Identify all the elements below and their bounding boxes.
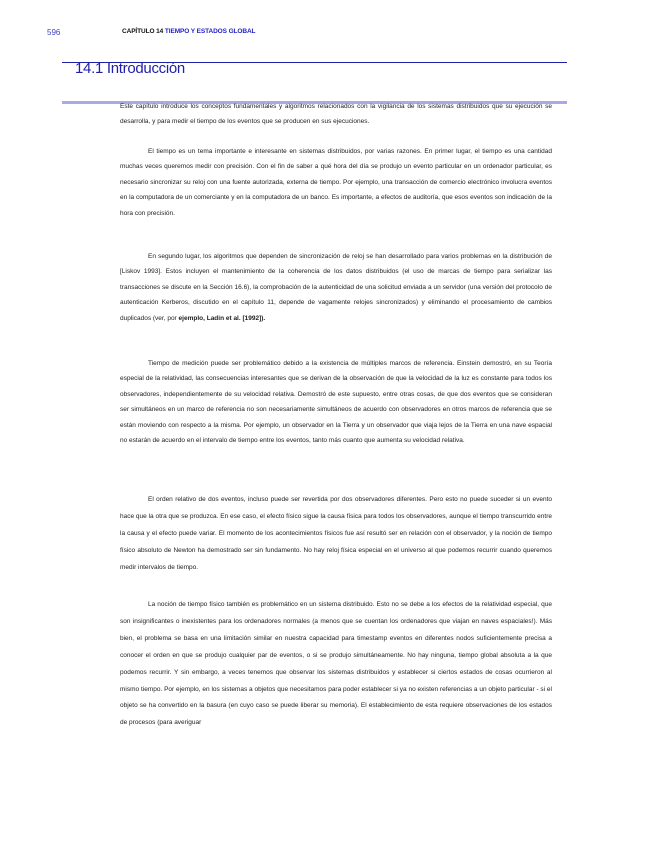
paragraph-time-importance: El tiempo es un tema importante e interesante en sistemas distribuidos, por varias razones. En primer lugar, el tiempo es una cantidad muchas veces queremos medir con precisión. Con el fin de saber a qué hora del día se produjo un evento particular en un ordenador particular, es necesario sincronizar su reloj con una fuente autorizada, externa de tiempo. Por ejemplo, una transacción de comercio electrónico involucra eventos en la computadora de un comerciante y en la computadora de un banco. Es importante, a efectos de auditoría, que esos eventos son indicación de la hora con precisión.: [120, 148, 552, 217]
paragraph-clock-sync: [120, 249, 552, 326]
chapter-title: TIEMPO Y ESTADOS GLOBAL: [164, 28, 256, 35]
paragraph-intro: Este capítulo introduce los conceptos fundamentales y algoritmos relacionados con la vigilancia de los sistemas distribuidos que su ejecución se desarrolla, y para medir el tiempo de los eventos que se producen en sus ejecuciones.: [120, 103, 552, 126]
paragraph-clock-sync-citation: ejemplo, Ladin et al. [1992]).: [178, 314, 266, 322]
page-number: 596: [47, 28, 61, 37]
paragraph-distributed-time: La noción de tiempo físico también es problemático en un sistema distribuido. Esto no se debe a los efectos de la relatividad especial, que son insignificantes o inexistentes para los ordenadores normales (a menos que se cuentan los ordenadores que viajan en naves espaciales!). Más bien, el problema se basa en una limitación similar en nuestra capacidad para timestamp eventos en diferentes nodos suficientemente precisa a conocer el orden en que se produjo cualquier par de eventos, o si se produjo simultáneamente. No hay ninguna, tiempo global absoluta a la que podemos recurrir. Y sin embargo, a veces tenemos que observar los sistemas distribuidos y establecer si ciertos estados de cosas ocurrieron al mismo tiempo. Por ejemplo, en los sistemas a objetos que necesitamos para poder establecer si ya no existen referencias a un objeto particular - si el objeto se ha convertido en la basura (en cuyo caso se puede liberar su memoria). El establecimiento de esta requiere observaciones de los estados de procesos (para averiguar: [120, 601, 552, 727]
chapter-label: CAPÍTULO 14: [122, 28, 164, 35]
section-title: 14.1 Introducción: [75, 60, 185, 77]
running-head: [122, 28, 255, 35]
paragraph-event-order: El orden relativo de dos eventos, incluso puede ser revertida por dos observadores diferentes. Pero esto no puede suceder si un evento hace que la otra que se produzca. En ese caso, el efecto físico sigue la causa física para todos los observadores, aunque el tiempo transcurrido entre la causa y el efecto puede variar. El momento de los acontecimientos físicos fue así resultó ser en relación con el observador, y la noción de tiempo físico absoluto de Newton ha demostrado ser sin fundamento. No hay reloj física especial en el universo al que podemos recurrir cuando queremos medir intervalos de tiempo.: [120, 496, 552, 571]
paragraph-clock-sync-text: En segundo lugar, los algoritmos que dependen de sincronización de reloj se han desarrollado para varios problemas en la distribución de [Liskov 1993]. Estos incluyen el mantenimiento de la coherencia de los datos distribuidos (el uso de marcas de tiempo para serializar las transacciones se discute en la Sección 16.6), la comprobación de la autenticidad de una solicitud enviada a un servidor (una versión del protocolo de autenticación Kerberos, discutido en el capítulo 11, depende de vagamente relojes sincronizados) y eliminando el procesamiento de cambios duplicados (ver, por: [120, 253, 552, 322]
paragraph-relativity: Tiempo de medición puede ser problemático debido a la existencia de múltiples marcos de referencia. Einstein demostró, en su Teoría especial de la relatividad, las consecuencias interesantes que se derivan de la observación de que la velocidad de la luz es constante para todos los observadores, independientemente de su velocidad relativa. Demostró de este supuesto, entre otras cosas, de que dos eventos que se consideran ser simultáneos en un marco de referencia no son necesariamente simultáneos de acuerdo con observadores en otros marcos de referencia que se están moviendo con respecto a la misma. Por ejemplo, un observador en la Tierra y un observador que viaja lejos de la Tierra en una nave espacial no estarán de acuerdo en el intervalo de tiempo entre los eventos, tanto más cuanto que aumenta su velocidad relativa.: [120, 360, 552, 445]
